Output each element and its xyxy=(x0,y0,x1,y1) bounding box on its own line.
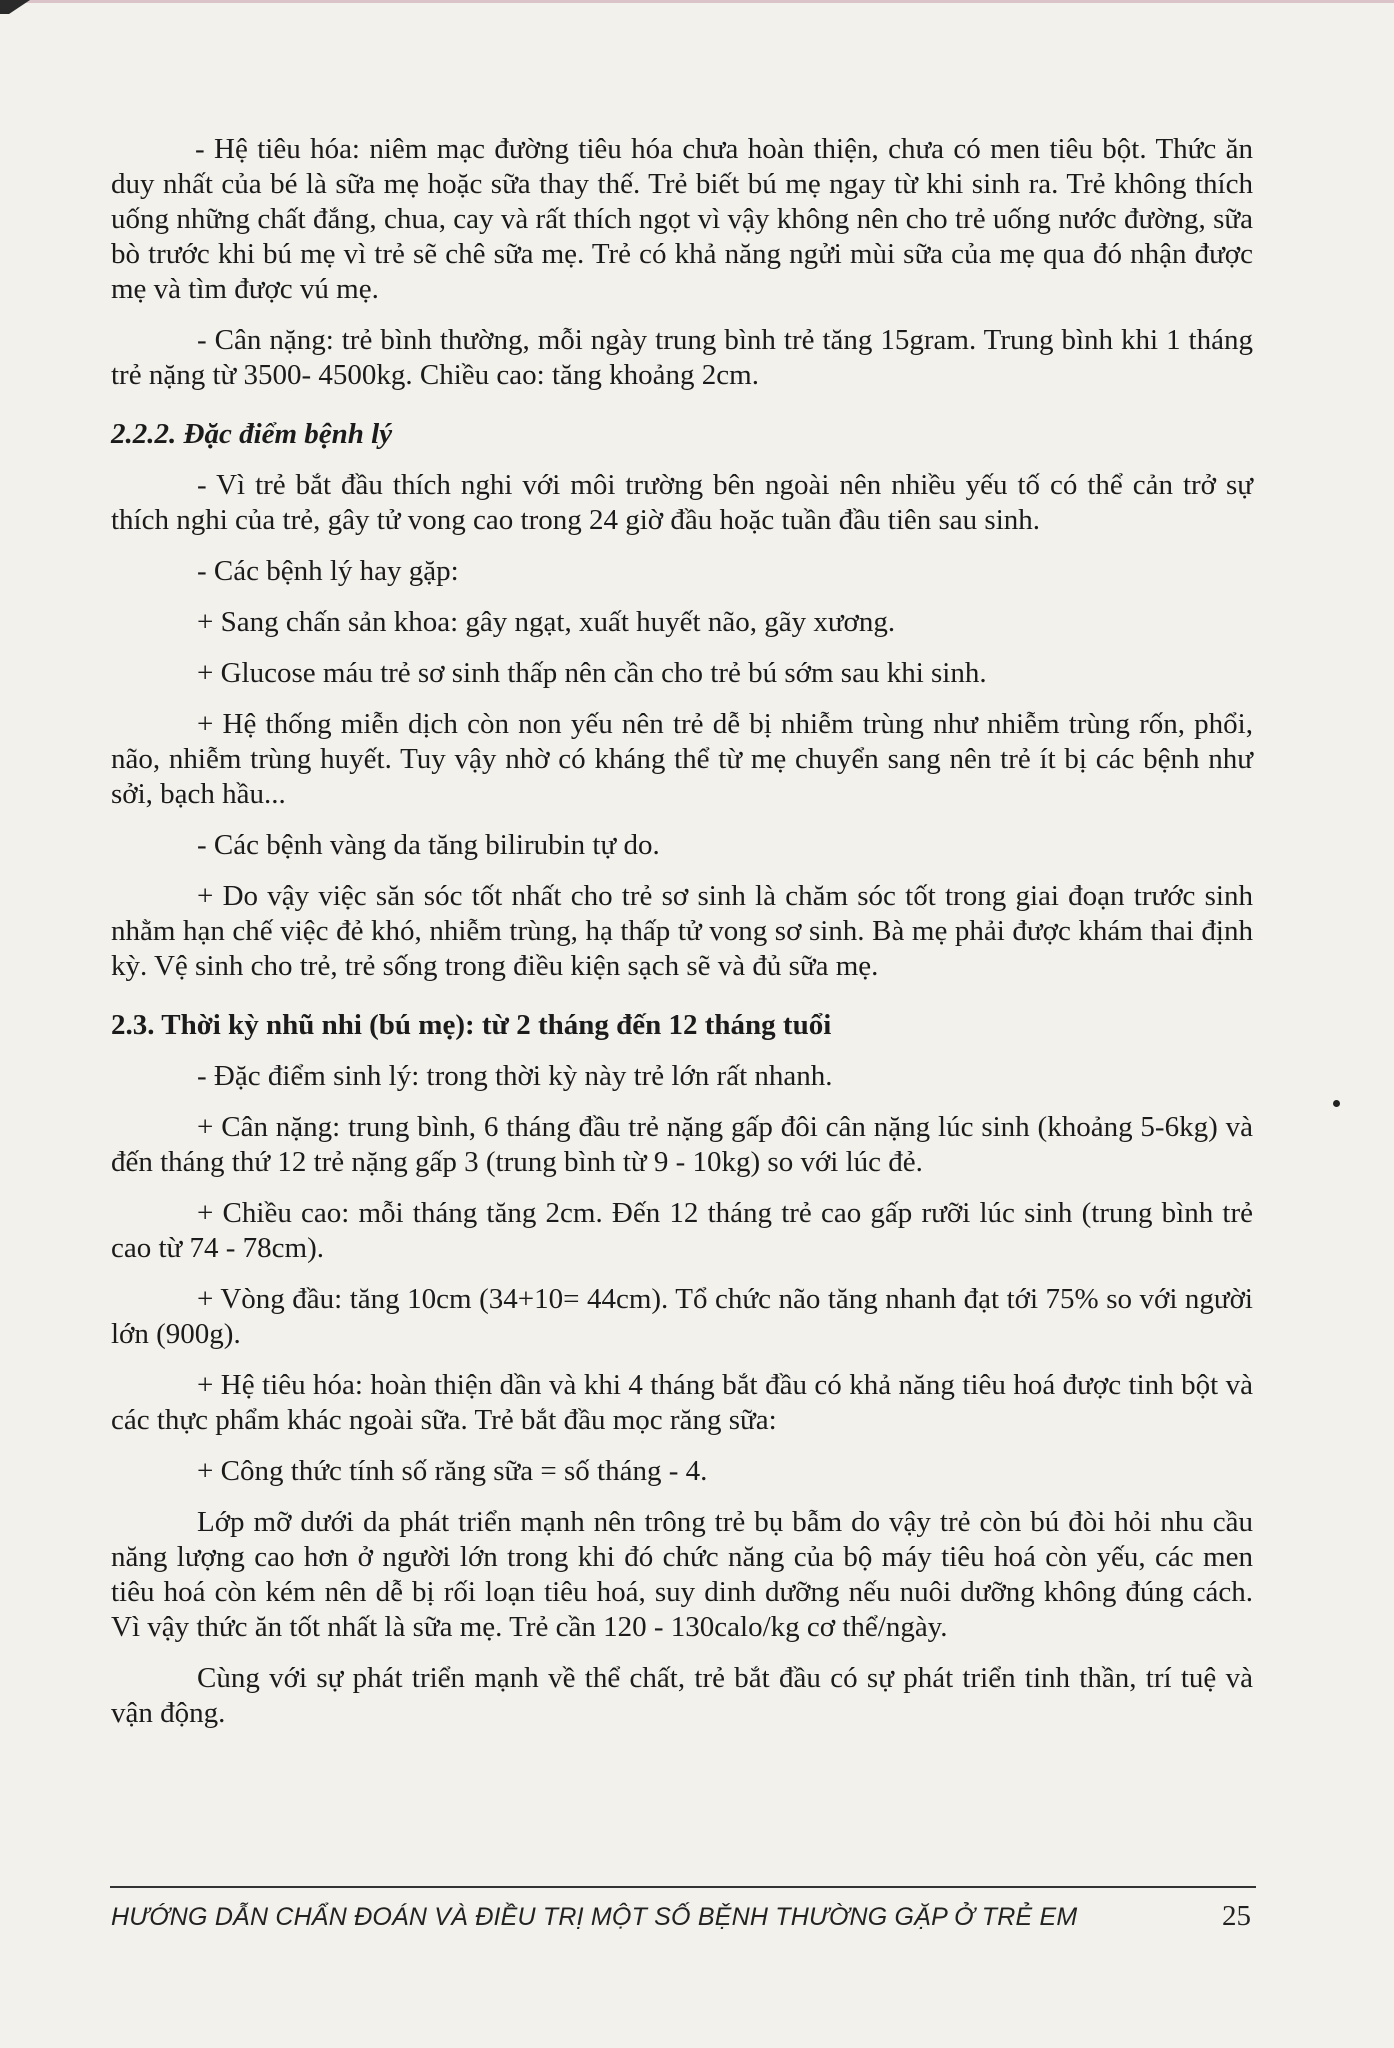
list-item-immune-system: + Hệ thống miễn dịch còn non yếu nên trẻ dễ bị nhiễm trùng như nhiễm trùng rốn, phổi, não, nhiễm trùng huyết. Tuy vậy nhờ có kháng thể từ mẹ chuyển sang nên trẻ ít bị các bệnh như sởi, bạch hầu... xyxy=(111,708,1253,810)
paragraph-digestive-system: - Hệ tiêu hóa: niêm mạc đường tiêu hóa chưa hoàn thiện, chưa có men tiêu bột. Thức ăn duy nhất của bé là sữa mẹ hoặc sữa thay thế. Trẻ biết bú mẹ ngay từ khi sinh ra. Trẻ không thích uống những chất đắng, chua, cay và rất thích ngọt vì vậy không nên cho trẻ uống nước đường, sữa bò trước khi bú mẹ vì trẻ sẽ chê sữa mẹ. Trẻ có khả năng ngửi mùi sữa của mẹ qua đó nhận được mẹ và tìm được vú mẹ. xyxy=(111,133,1253,305)
paragraph-physiology: - Đặc điểm sinh lý: trong thời kỳ này trẻ lớn rất nhanh. xyxy=(197,1060,833,1092)
list-item-head-circumference: + Vòng đầu: tăng 10cm (34+10= 44cm). Tổ chức não tăng nhanh đạt tới 75% so với người lớn (900g). xyxy=(111,1283,1253,1350)
list-item-birth-trauma: + Sang chấn sản khoa: gây ngạt, xuất huyết não, gãy xương. xyxy=(197,606,896,638)
paragraph-adaptation: - Vì trẻ bắt đầu thích nghi với môi trường bên ngoài nên nhiều yếu tố có thể cản trở sự thích nghi của trẻ, gây tử vong cao trong 24 giờ đầu hoặc tuần đầu tiên sau sinh. xyxy=(111,469,1253,536)
footer-book-title: HƯỚNG DẪN CHẨN ĐOÁN VÀ ĐIỀU TRỊ MỘT SỐ BỆNH THƯỜNG GẶP Ở TRẺ EM xyxy=(111,1903,1078,1931)
section-heading-infancy: 2.3. Thời kỳ nhũ nhi (bú mẹ): từ 2 tháng đến 12 tháng tuổi xyxy=(111,1009,832,1041)
page-body xyxy=(111,132,1253,1731)
corner-mark xyxy=(0,0,30,14)
page-number: 25 xyxy=(1222,1900,1251,1932)
list-item-infant-weight: + Cân nặng: trung bình, 6 tháng đầu trẻ nặng gấp đôi cân nặng lúc sinh (khoảng 5-6kg) và đến tháng thứ 12 trẻ nặng gấp 3 (trung bình từ 9 - 10kg) so với lúc đẻ. xyxy=(111,1111,1253,1178)
footer-divider xyxy=(110,1886,1256,1888)
paragraph-subcutaneous-fat: Lớp mỡ dưới da phát triển mạnh nên trông trẻ bụ bẫm do vậy trẻ còn bú đòi hỏi nhu cầu năng lượng cao hơn ở người lớn trong khi đó chức năng của bộ máy tiêu hoá còn yếu, các men tiêu hoá còn kém nên dễ bị rối loạn tiêu hoá, suy dinh dưỡng nếu nuôi dưỡng không đúng cách. Vì vậy thức ăn tốt nhất là sữa mẹ. Trẻ cần 120 - 130calo/kg cơ thể/ngày. xyxy=(111,1506,1253,1643)
paragraph-weight: - Cân nặng: trẻ bình thường, mỗi ngày trung bình trẻ tăng 15gram. Trung bình khi 1 tháng trẻ nặng từ 3500- 4500kg. Chiều cao: tăng khoảng 2cm. xyxy=(111,324,1253,391)
list-item-glucose: + Glucose máu trẻ sơ sinh thấp nên cần cho trẻ bú sớm sau khi sinh. xyxy=(197,657,987,689)
list-item-infant-digestion: + Hệ tiêu hóa: hoàn thiện dần và khi 4 tháng bắt đầu có khả năng tiêu hoá được tinh bột và các thực phẩm khác ngoài sữa. Trẻ bắt đầu mọc răng sữa: xyxy=(111,1369,1253,1436)
section-heading-pathology: 2.2.2. Đặc điểm bệnh lý xyxy=(111,418,393,450)
list-item-infant-height: + Chiều cao: mỗi tháng tăng 2cm. Đến 12 tháng trẻ cao gấp rưỡi lúc sinh (trung bình trẻ cao từ 74 - 78cm). xyxy=(111,1197,1253,1264)
stray-dot-mark xyxy=(1333,1100,1340,1107)
list-item-teeth-formula: + Công thức tính số răng sữa = số tháng - 4. xyxy=(197,1455,708,1487)
paragraph-mental-development: Cùng với sự phát triển mạnh về thể chất, trẻ bắt đầu có sự phát triển tinh thần, trí tuệ và vận động. xyxy=(111,1662,1253,1729)
page-top-edge xyxy=(0,0,1394,3)
paragraph-common-diseases: - Các bệnh lý hay gặp: xyxy=(197,555,459,587)
paragraph-jaundice: - Các bệnh vàng da tăng bilirubin tự do. xyxy=(197,829,660,861)
list-item-prenatal-care: + Do vậy việc săn sóc tốt nhất cho trẻ sơ sinh là chăm sóc tốt trong giai đoạn trước sinh nhằm hạn chế việc đẻ khó, nhiễm trùng, hạ thấp tử vong sơ sinh. Bà mẹ phải được khám thai định kỳ. Vệ sinh cho trẻ, trẻ sống trong điều kiện sạch sẽ và đủ sữa mẹ. xyxy=(111,880,1253,982)
